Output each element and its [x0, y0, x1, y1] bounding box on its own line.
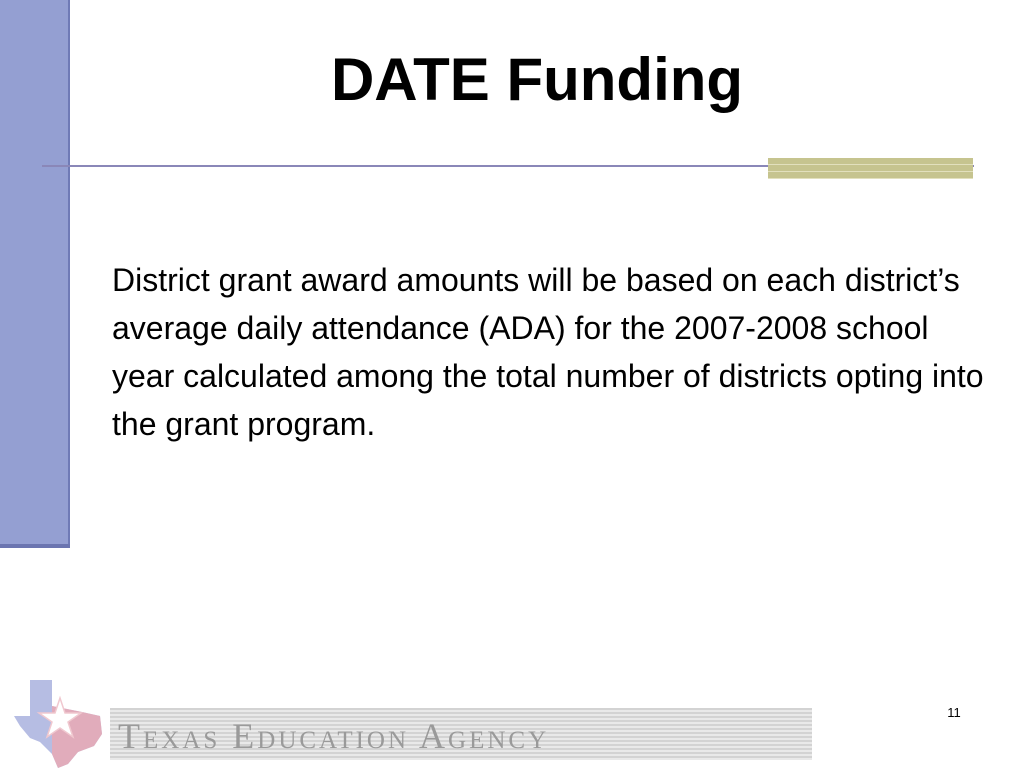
page-number: 11 [947, 705, 961, 720]
title-accent-bar [768, 158, 973, 179]
agency-footer-band [110, 708, 812, 760]
agency-name: Texas Education Agency [118, 716, 550, 756]
slide-title: DATE Funding [330, 46, 744, 113]
left-decorative-bar [0, 0, 70, 546]
slide-body-text: District grant award amounts will be based on each district’s average daily attendance (ADA) for the 2007-2008 school year calculated among the total number of districts opting into the grant program. [112, 262, 984, 442]
left-bar-base-line [0, 544, 70, 548]
texas-star-logo-icon [12, 676, 112, 768]
